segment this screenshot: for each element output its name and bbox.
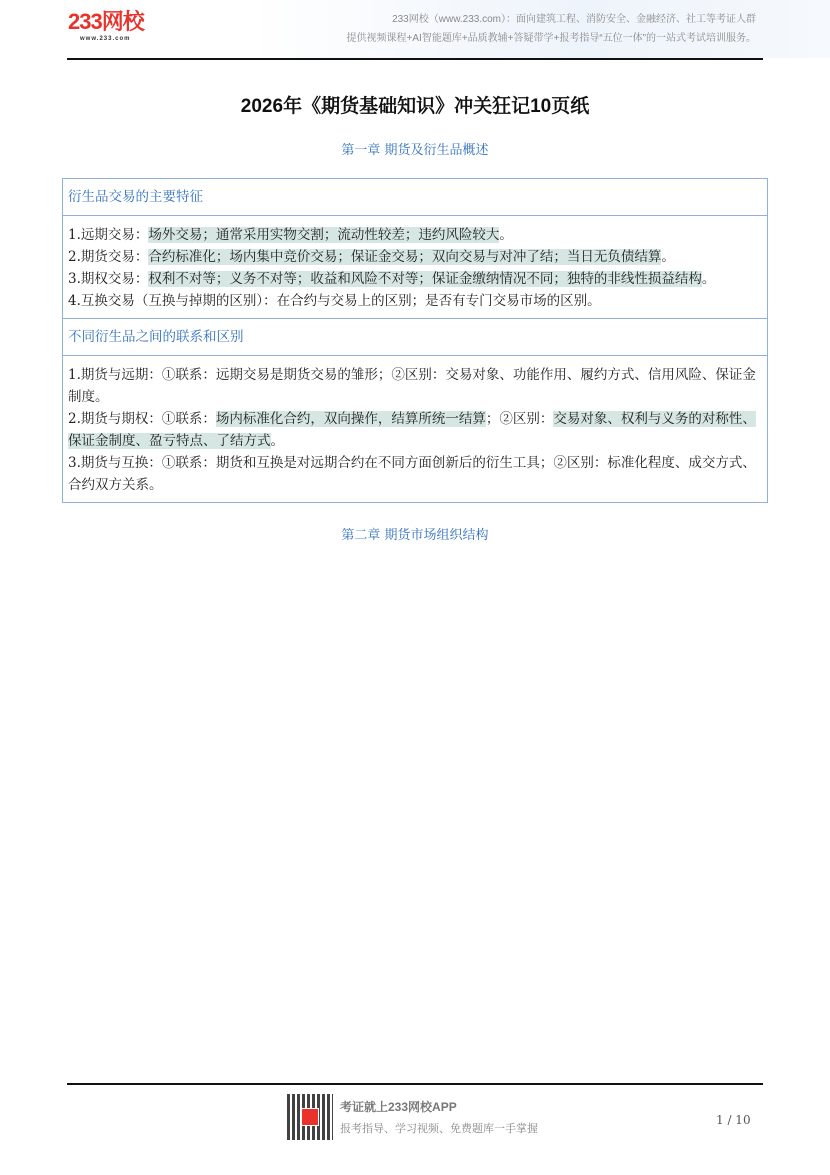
item-text: 。: [499, 227, 513, 243]
item-text: 。: [270, 433, 284, 449]
qr-logo-icon: [301, 1108, 319, 1126]
item-text: ；②区别：: [485, 411, 554, 427]
section-body: [63, 216, 767, 318]
item-text: 2.期货与期权：①联系：: [68, 411, 216, 427]
item-text: 2.期货交易：: [68, 249, 149, 265]
item-text: 1.期货与远期：①联系：远期交易是期货交易的雏形；②区别：交易对象、功能作用、履约方式、信用风险、保证金制度。: [68, 367, 756, 405]
chapter-2-heading: 第二章 期货市场组织结构: [341, 528, 489, 543]
highlighted-text: 场内标准化合约，双向操作，结算所统一结算: [215, 411, 486, 427]
item-text: 4.互换交易（互换与掉期的区别）：在合约与交易上的区别；是否有专门交易市场的区别。: [68, 293, 601, 309]
highlighted-text: 合约标准化；场内集中竞价交易；保证金交易；双向交易与对冲了结；当日无负债结算: [148, 249, 662, 265]
slogan-line-1: 233网校（www.233.com）：面向建筑工程、消防安全、金融经济、社工等考证人群: [392, 14, 756, 25]
item-text: 。: [701, 271, 716, 287]
header-divider: [67, 58, 763, 60]
document-title: 2026年《期货基础知识》冲关狂记10页纸: [240, 96, 590, 117]
item-text: 3.期权交易：: [68, 271, 149, 287]
item-text: 1.远期交易：: [68, 227, 149, 243]
app-promo-title: 考证就上233网校APP: [340, 1100, 457, 1114]
list-item: [68, 408, 761, 452]
section-heading: 衍生品交易的主要特征: [63, 179, 767, 216]
list-item: [68, 452, 761, 496]
logo-url: www.233.com: [80, 36, 131, 42]
section-heading: 不同衍生品之间的联系和区别: [63, 318, 767, 356]
footer-divider: [67, 1083, 763, 1085]
list-item: [68, 268, 761, 290]
list-item: [68, 246, 761, 268]
logo[interactable]: 233网校: [68, 9, 144, 34]
page-number: 1 / 10: [716, 1113, 751, 1127]
highlighted-text: 权利不对等；义务不对等；收益和风险不对等；保证金缴纳情况不同；独特的非线性损益结构: [148, 271, 702, 287]
list-item: [68, 364, 761, 408]
list-item: [68, 290, 761, 312]
highlighted-text: 场外交易；通常采用实物交割；流动性较差；违约风险较大: [148, 227, 500, 243]
item-text: 。: [661, 249, 675, 265]
list-item: [68, 224, 761, 246]
item-text: 3.期货与互换：①联系：期货和互换是对远期合约在不同方面创新后的衍生工具；②区别：标准化程度、成交方式、合约双方关系。: [68, 455, 756, 493]
section-body: [63, 356, 767, 502]
chapter-1-heading: 第一章 期货及衍生品概述: [341, 143, 489, 158]
content-flow: [62, 140, 768, 547]
app-promo-subtitle: 报考指导、学习视频、免费题库一手掌握: [340, 1123, 538, 1135]
slogan-line-2: 提供视频课程+AI智能题库+品质教辅+答疑带学+报考指导“五位一体”的一站式考试培训服务。: [346, 33, 756, 44]
summary-table: [62, 178, 768, 503]
page-header: [0, 0, 830, 58]
highlighted-text: 交易对象、权利与义务的对称性、保证金制度、盈亏特点、了结方式: [68, 411, 756, 449]
